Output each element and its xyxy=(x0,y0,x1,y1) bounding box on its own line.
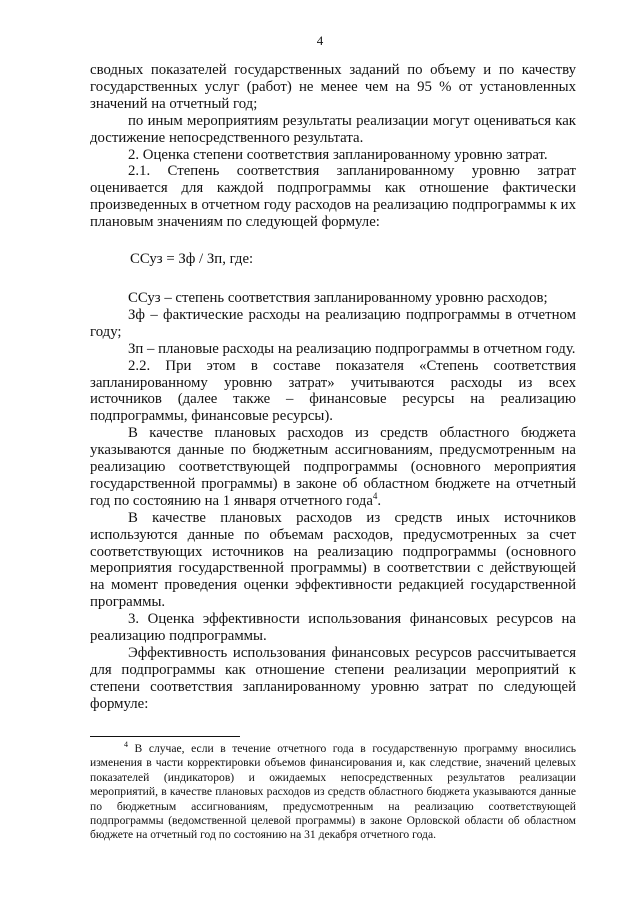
paragraph-2-1: 2.1. Степень соответствия запланированному уровню затрат оценивается для каждой подпрограммы как отношение фактически произведенных в отчетном году расходов на реализацию подпрограммы к их плановым значениям по следующей формуле: xyxy=(90,163,576,231)
definition-zp: Зп – плановые расходы на реализацию подпрограммы в отчетном году. xyxy=(128,340,576,357)
paragraph-2: по иным мероприятиям результаты реализации могут оцениваться как достижение непосредственного результата. xyxy=(90,112,576,146)
footnote xyxy=(90,742,576,843)
section-heading-3: 3. Оценка эффективности использования финансовых ресурсов на реализацию подпрограммы. xyxy=(90,611,576,645)
footnote-reference: 4 xyxy=(372,490,378,501)
paragraph-planned-regional-text: В качестве плановых расходов из средств областного бюджета указываются данные по бюджетным ассигнованиям, предусмотренным на реализацию соответствующей подпрограммы (основного мероприятия государственной программы) в законе об областном бюджете на отчетный год по состоянию на 1 января отчетного года xyxy=(90,425,576,509)
formula-ccuz: ССуз = Зф / Зп, где: xyxy=(130,251,254,268)
paragraph-planned-regional-end: . xyxy=(377,492,382,509)
footnote-divider xyxy=(90,736,240,737)
definition-ccuz: ССуз – степень соответствия запланированному уровню расходов; xyxy=(128,289,548,306)
footnote-marker: 4 xyxy=(124,740,128,750)
paragraph-efficiency: Эффективность использования финансовых ресурсов рассчитывается для подпрограммы как отношение степени реализации мероприятий к степени соответствия запланированному уровню затрат по следующей формуле: xyxy=(90,645,576,712)
section-heading-2: 2. Оценка степени соответствия запланированному уровню затрат. xyxy=(128,146,548,163)
page-number: 4 xyxy=(316,33,324,48)
paragraph-2-2: 2.2. При этом в составе показателя «Степень соответствия запланированному уровню затрат» учитываются расходы из всех источников (далее также – финансовые ресурсы на реализацию подпрограммы, финансовые ресурсы). xyxy=(90,357,576,425)
document-body xyxy=(90,62,576,713)
footnote-text: В случае, если в течение отчетного года в государственную программу вносились изменения в части корректировки объемов финансирования и, как следствие, значений целевых показателей (индикаторов) и ожидаемых непосредственных результатов реализации мероприятий, в качестве плановых расходов из средств областного бюджета указываются данные по бюджетным ассигнованиям, предусмотренным на реализацию соответствующей подпрограммы (ведомственной целевой программы) в законе Орловской области об областном бюджете на отчетный год по состоянию на 31 декабря отчетного года. xyxy=(90,742,576,842)
paragraph-planned-other: В качестве плановых расходов из средств иных источников используются данные по объемам расходов, предусмотренных за счет соответствующих источников на реализацию подпрограммы (основного мероприятия государственной программы) в соответствии с действующей на момент проведения оценки эффективности редакцией государственной программы. xyxy=(90,509,576,611)
definition-zf: Зф – фактические расходы на реализацию подпрограммы в отчетном году; xyxy=(90,306,576,340)
footnote-paragraph xyxy=(90,742,576,843)
paragraph-planned-regional xyxy=(90,425,576,510)
paragraph-1: сводных показателей государственных заданий по объему и по качеству государственных услуг (работ) не менее чем на 95 % от установленных значений на отчетный год; xyxy=(90,62,576,112)
